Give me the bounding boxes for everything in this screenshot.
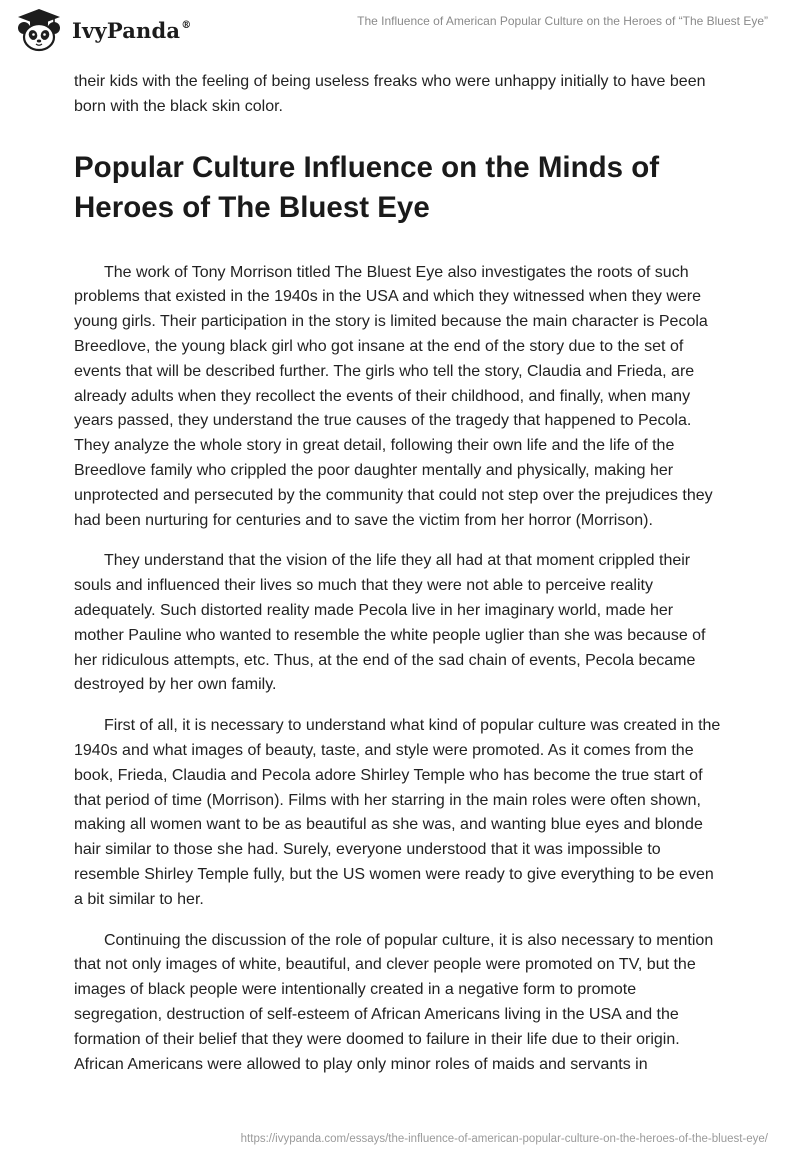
source-url[interactable]: https://ivypanda.com/essays/the-influence-of-american-popular-culture-on-the-heroes-of-the-bluest-eye/: [240, 1133, 768, 1145]
body-paragraph-4: Continuing the discussion of the role of popular culture, it is also necessary to mention that not only images of white, beautiful, and clever people were promoted on TV, but the images of black people were intentionally created in a negative form to promote segregation, destruction of self-esteem of African Americans living in the USA and the formation of their belief that they were doomed to failure in their life due to their origin. African Americans were allowed to play only minor roles of maids and servants in: [74, 931, 714, 1073]
body-paragraph-2: They understand that the vision of the life they all had at that moment crippled their souls and influenced their lives so much that they were not able to perceive reality adequately. Such distorted reality made Pecola live in her imaginary world, made her mother Pauline who wanted to resemble the white people uglier than she was because of her ridiculous attempts, etc. Thus, at the end of the sad chain of events, Pecola became destroyed by her own family.: [74, 552, 706, 694]
page-header: [0, 0, 800, 64]
article-body: [74, 70, 724, 1077]
body-paragraph-1: The work of Tony Morrison titled The Bluest Eye also investigates the roots of such problems that existed in the 1940s in the USA and which they witnessed when they were young girls. Their participation in the story is limited because the main character is Pecola Breedlove, the young black girl who got insane at the end of the story due to the set of events that will be described further. The girls who tell the story, Claudia and Frieda, are already adults when they recollect the events of their childhood, and finally, when many years passed, they understand the true causes of the tragedy that happened to Pecola. They analyze the whole story in great detail, following their own life and the life of the Breedlove family who crippled the poor daughter mentally and physically, making her unprotected and persecuted by the community that could not step over the prejudices they had been nurturing for centuries and to save the victim from her horror (Morrison).: [74, 263, 713, 529]
ivypanda-logo[interactable]: [14, 8, 191, 52]
document-title: The Influence of American Popular Culture on the Heroes of “The Bluest Eye”: [357, 14, 768, 28]
registered-mark: ®: [181, 19, 192, 31]
continued-paragraph: their kids with the feeling of being useless freaks who were unhappy initially to have been born with the black skin color.: [74, 73, 706, 115]
panda-graduate-logo-icon: [14, 8, 64, 52]
body-paragraph-3: First of all, it is necessary to understand what kind of popular culture was created in the 1940s and what images of beauty, taste, and style were promoted. As it comes from the book, Frieda, Claudia and Pecola adore Shirley Temple who has become the true start of that period of time (Morrison). Films with her starring in the main roles were often shown, making all women want to be as beautiful as she was, and wanting blue eyes and blonde hair similar to those she had. Surely, everyone understood that it was impossible to resemble Shirley Temple fully, but the US women were ready to give everything to be even a bit similar to her.: [74, 717, 721, 908]
section-heading: Popular Culture Influence on the Minds of Heroes of The Bluest Eye: [74, 150, 660, 224]
logo-wordmark: IvyPanda®: [72, 17, 192, 43]
